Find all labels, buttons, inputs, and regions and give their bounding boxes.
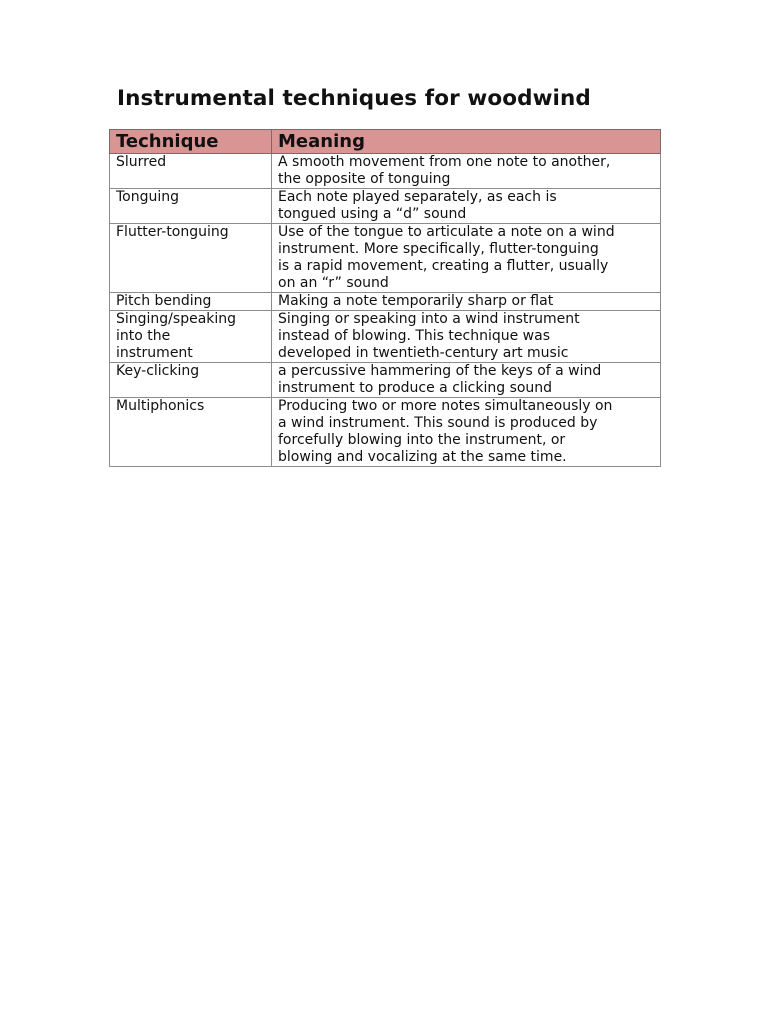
meaning-cell [272,224,661,293]
meaning-text: tongued using a “d” sound [278,206,467,222]
meaning-text: a wind instrument. This sound is produced by [278,415,598,431]
technique-text: Slurred [116,154,167,170]
technique-text: Flutter-tonguing [116,224,229,240]
meaning-cell [272,154,661,189]
meaning-text: instrument to produce a clicking sound [278,380,553,396]
technique-cell [110,224,272,293]
meaning-text: a percussive hammering of the keys of a wind [278,363,602,379]
meaning-text: Making a note temporarily sharp or flat [278,293,554,309]
table-row [110,189,661,224]
table-row [110,224,661,293]
meaning-cell [272,398,661,467]
table-header-row [110,130,661,154]
table-row [110,363,661,398]
meaning-text: A smooth movement from one note to another, [278,154,611,170]
technique-text: into the [116,328,171,344]
table-body [110,154,661,467]
meaning-cell [272,293,661,311]
meaning-text: forcefully blowing into the instrument, or [278,432,566,448]
meaning-text: is a rapid movement, creating a flutter, usually [278,258,609,274]
technique-text: Key-clicking [116,363,200,379]
page-title: Instrumental techniques for woodwind [117,86,591,111]
technique-text: Multiphonics [116,398,205,414]
technique-cell [110,189,272,224]
meaning-cell [272,363,661,398]
meaning-cell [272,311,661,363]
column-header-meaning: Meaning [272,130,661,154]
meaning-text: developed in twentieth-century art music [278,345,569,361]
technique-cell [110,398,272,467]
meaning-text: the opposite of tonguing [278,171,451,187]
meaning-text: blowing and vocalizing at the same time. [278,449,567,465]
table-row [110,293,661,311]
meaning-text: Producing two or more notes simultaneously on [278,398,613,414]
meaning-cell [272,189,661,224]
technique-text: instrument [116,345,193,361]
meaning-text: Use of the tongue to articulate a note on a wind [278,224,615,240]
meaning-text: Each note played separately, as each is [278,189,557,205]
technique-cell [110,154,272,189]
techniques-table [109,129,661,467]
meaning-text: instead of blowing. This technique was [278,328,551,344]
table-row [110,311,661,363]
table-row [110,398,661,467]
meaning-text: instrument. More specifically, flutter-tonguing [278,241,599,257]
table-row [110,154,661,189]
meaning-text: Singing or speaking into a wind instrument [278,311,580,327]
technique-cell [110,363,272,398]
technique-cell [110,311,272,363]
technique-cell [110,293,272,311]
technique-text: Pitch bending [116,293,212,309]
technique-text: Singing/speaking [116,311,237,327]
technique-text: Tonguing [116,189,180,205]
meaning-text: on an “r” sound [278,275,389,291]
column-header-technique: Technique [110,130,272,154]
